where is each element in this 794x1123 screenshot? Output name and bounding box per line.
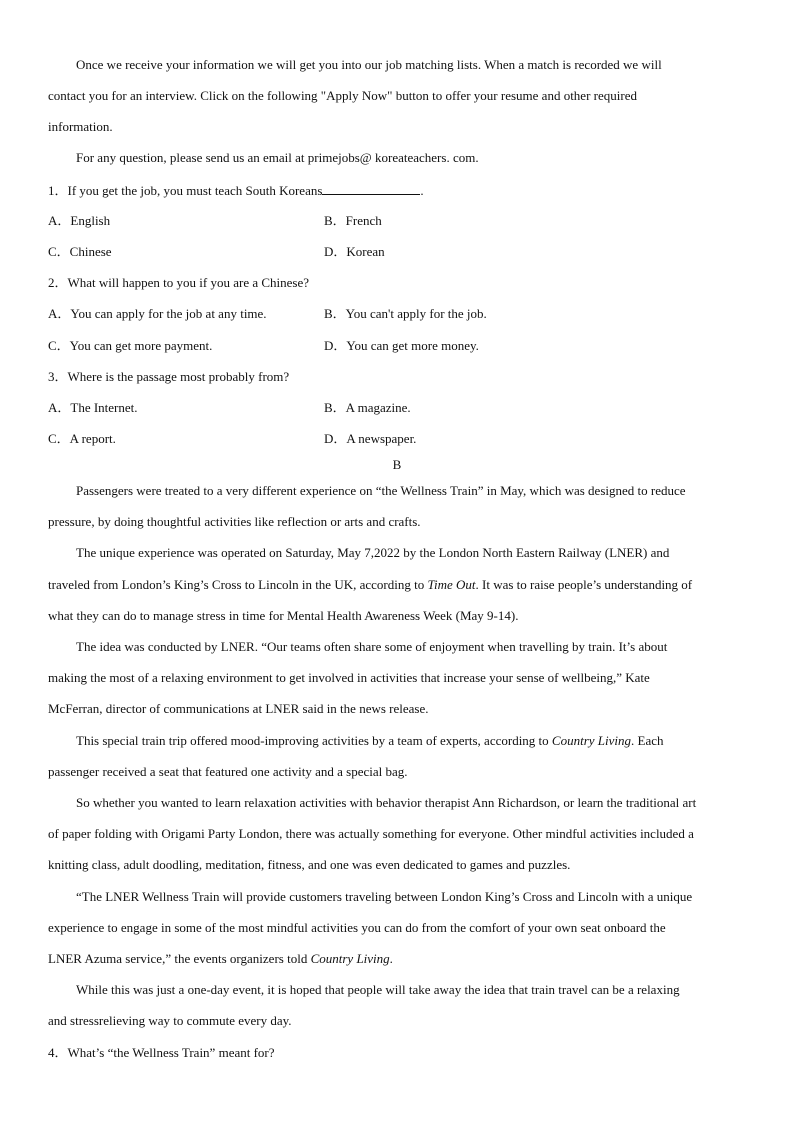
paragraph-line: While this was just a one-day event, it is hoped that people will take away the idea that train travel can be a relaxing	[76, 982, 680, 997]
question-1-options-row-2	[0, 244, 794, 260]
paragraph-line: and stressrelieving way to commute every day.	[48, 1013, 292, 1028]
paragraph-line: McFerran, director of communications at LNER said in the news release.	[48, 701, 429, 716]
question-2-options-row-1	[0, 306, 794, 322]
paragraph-line: contact you for an interview. Click on the following "Apply Now" button to offer your resume and other required	[48, 88, 637, 103]
paragraph-line: experience to engage in some of the most mindful activities you can do from the comfort of your own seat onboard the	[48, 920, 666, 935]
question-2-options-row-2	[0, 338, 794, 354]
paragraph-line: “The LNER Wellness Train will provide customers traveling between London King’s Cross and Lincoln with a unique	[76, 889, 693, 904]
section-heading: B	[392, 457, 402, 472]
text-run: LNER Azuma service,” the events organizers told	[48, 951, 311, 966]
question-2-stem: 2．What will happen to you if you are a Chinese?	[48, 275, 310, 290]
question-1-options-row-1	[0, 213, 794, 229]
option-b: B．French	[324, 213, 382, 228]
option-a: A．The Internet.	[48, 400, 138, 415]
source-title: Country Living	[310, 951, 390, 966]
paragraph-line: of paper folding with Origami Party London, there was actually something for everyone. Other mindful activities included a	[48, 826, 694, 841]
question-3-stem: 3．Where is the passage most probably from?	[48, 369, 290, 384]
paragraph-line	[76, 733, 776, 749]
question-4-stem: 4．What’s “the Wellness Train” meant for?	[48, 1045, 275, 1060]
option-c: C．Chinese	[48, 244, 112, 259]
text-run: . Each	[631, 733, 664, 748]
paragraph-line: The unique experience was operated on Saturday, May 7,2022 by the London North Eastern Railway (LNER) and	[76, 545, 670, 560]
option-d: D．You can get more money.	[324, 338, 479, 353]
paragraph-line: what they can do to manage stress in time for Mental Health Awareness Week (May 9-14).	[48, 608, 519, 623]
paragraph-line: passenger received a seat that featured one activity and a special bag.	[48, 764, 408, 779]
option-d: D．Korean	[324, 244, 385, 259]
option-c: C．You can get more payment.	[48, 338, 213, 353]
paragraph-line: So whether you wanted to learn relaxation activities with behavior therapist Ann Richardson, or learn the traditional art	[76, 795, 697, 810]
paragraph-line: making the most of a relaxing environment to get involved in activities that increase your sense of wellbeing,” Kate	[48, 670, 650, 685]
text-run: .	[389, 951, 393, 966]
source-title: Country Living	[551, 733, 632, 748]
paragraph-line: Once we receive your information we will get you into our job matching lists. When a match is recorded we will	[76, 57, 662, 72]
question-3-options-row-1	[0, 400, 794, 416]
question-1-stem	[48, 182, 748, 198]
paragraph-line: information.	[48, 119, 113, 134]
paragraph-line: Passengers were treated to a very different experience on “the Wellness Train” in May, which was designed to reduce	[76, 483, 686, 498]
source-title: Time Out	[427, 577, 476, 592]
paragraph-line: The idea was conducted by LNER. “Our teams often share some of enjoyment when travelling by train. It’s about	[76, 639, 668, 654]
question-3-options-row-2	[0, 431, 794, 447]
option-d: D．A newspaper.	[324, 431, 417, 446]
contact-email-line: For any question, please send us an email at primejobs@ koreateachers. com.	[76, 150, 479, 165]
paragraph-line: pressure, by doing thoughtful activities like reflection or arts and crafts.	[48, 514, 421, 529]
option-a: A．You can apply for the job at any time.	[48, 306, 267, 321]
question-1-end: .	[420, 183, 424, 198]
option-c: C．A report.	[48, 431, 116, 446]
option-b: B．A magazine.	[324, 400, 411, 415]
answer-blank	[322, 182, 420, 195]
text-run: traveled from London’s King’s Cross to Lincoln in the UK, according to	[48, 577, 428, 592]
text-run: . It was to raise people’s understanding of	[475, 577, 693, 592]
paragraph-line	[48, 577, 748, 593]
paragraph-line: knitting class, adult doodling, meditation, fitness, and one was even dedicated to games and puzzles.	[48, 857, 571, 872]
text-run: This special train trip offered mood-improving activities by a team of experts, according to	[76, 733, 552, 748]
option-b: B．You can't apply for the job.	[324, 306, 487, 321]
option-a: A．English	[48, 213, 111, 228]
paragraph-line	[48, 951, 748, 967]
question-1-text: 1．If you get the job, you must teach South Koreans	[48, 183, 323, 198]
